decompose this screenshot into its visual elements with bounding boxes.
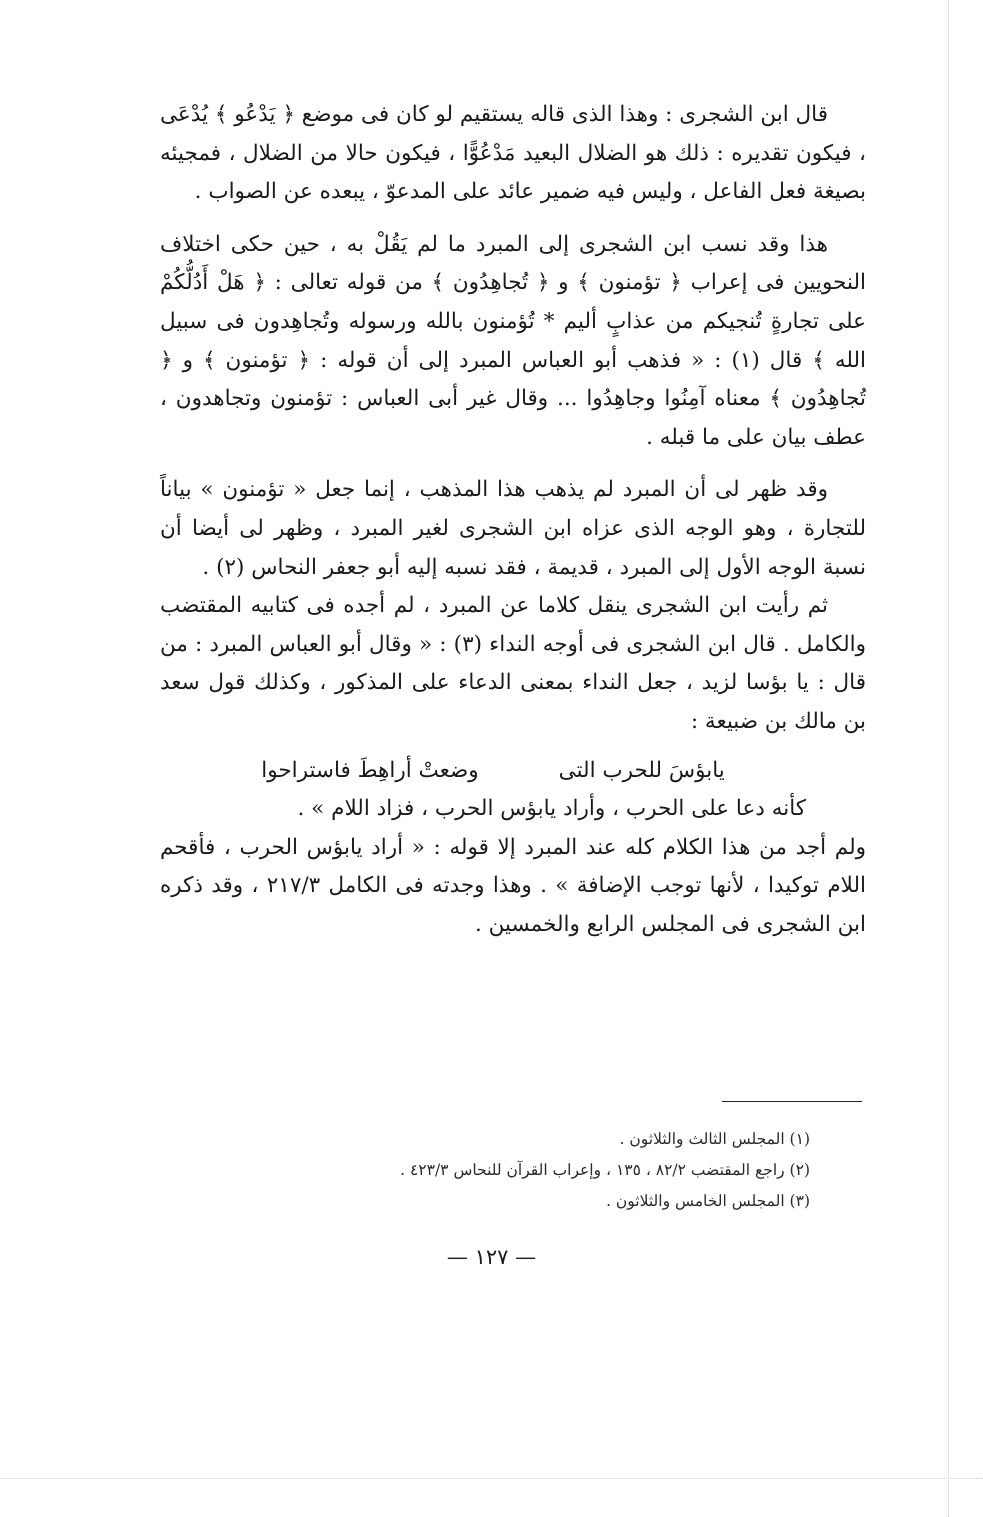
- footnotes: [160, 1124, 866, 1217]
- scan-bottom-mark: [0, 1478, 983, 1479]
- page-number: — ١٢٧ —: [446, 1245, 537, 1269]
- verse-hemistich-left: وضعتْ أراهِطَ فاستراحوا: [261, 757, 479, 783]
- main-text: [160, 96, 866, 944]
- footnote-2: (٢) راجع المقتضب ٨٢/٢ ، ١٣٥ ، وإعراب القرآن للنحاس ٤٢٣/٣ .: [400, 1161, 810, 1179]
- paragraph-1: قال ابن الشجرى : وهذا الذى قاله يستقيم لو كان فى موضع ﴿ يَدْعُو ﴾ يُدْعَى ، فيكون تقديره : ذلك هو الضلال البعيد مَدْعُوًّا ، فيكون حالا من الضلال ، فمجيئه بصيغة فعل الفاعل ، وليس فيه ضمير عائد على المدعوّ ، يبعده عن الصواب .: [160, 102, 866, 205]
- paragraph-4: ثم رأيت ابن الشجرى ينقل كلاما عن المبرد ، لم أجده فى كتابيه المقتضب والكامل . قال ابن الشجرى فى أوجه النداء (٣) : « وقال أبو العباس المبرد : من قال : يا بؤسا لزيد ، جعل النداء بمعنى الدعاء على المذكور ، وكذلك قول سعد بن مالك بن ضبيعة :: [160, 593, 866, 734]
- paragraph-3: وقد ظهر لى أن المبرد لم يذهب هذا المذهب ، إنما جعل « تؤمنون » بياناً للتجارة ، وهو الوجه الذى عزاه ابن الشجرى لغير المبرد ، وظهر لى أيضا أن نسبة الوجه الأول إلى المبرد ، قديمة ، فقد نسبه إليه أبو جعفر النحاس (٢) .: [160, 477, 866, 580]
- poetry-verse: [160, 752, 866, 791]
- footnote-separator: [722, 1101, 862, 1102]
- verse-hemistich-right: يابؤسَ للحرب التى: [558, 757, 725, 783]
- footnote-1: (١) المجلس الثالث والثلاثون .: [619, 1130, 810, 1148]
- paragraph-closing: ولم أجد من هذا الكلام كله عند المبرد إلا قوله : « أراد يابؤس الحرب ، فأقحم اللام توكيدا ، لأنها توجب الإضافة » . وهذا وجدته فى الكامل ٢١٧/٣ ، وقد ذكره ابن الشجرى فى المجلس الرابع والخمسين .: [160, 834, 866, 937]
- footnote-3: (٣) المجلس الخامس والثلاثون .: [606, 1192, 810, 1210]
- scan-edge-mark: [948, 0, 950, 1517]
- verse-commentary: كأنه دعا على الحرب ، وأراد يابؤس الحرب ، فزاد اللام » .: [297, 796, 806, 822]
- paragraph-2: هذا وقد نسب ابن الشجرى إلى المبرد ما لم يَقُلْ به ، حين حكى اختلاف النحويين فى إعراب ﴿ تؤمنون ﴾ و ﴿ تُجاهِدُون ﴾ من قوله تعالى : ﴿ هَلْ أَدُلُّكُمْ على تجارةٍ تُنجيكم من عذابٍ أليم * تُؤمنون بالله ورسوله وتُجاهِدون فى سبيل الله ﴾ قال (١) : « فذهب أبو العباس المبرد إلى أن قوله : ﴿ تؤمنون ﴾ و ﴿ تُجاهِدُون ﴾ معناه آمِنُوا وجاهِدُوا ... وقال غير أبى العباس : تؤمنون وتجاهدون ، عطف بيان على ما قبله .: [160, 231, 866, 450]
